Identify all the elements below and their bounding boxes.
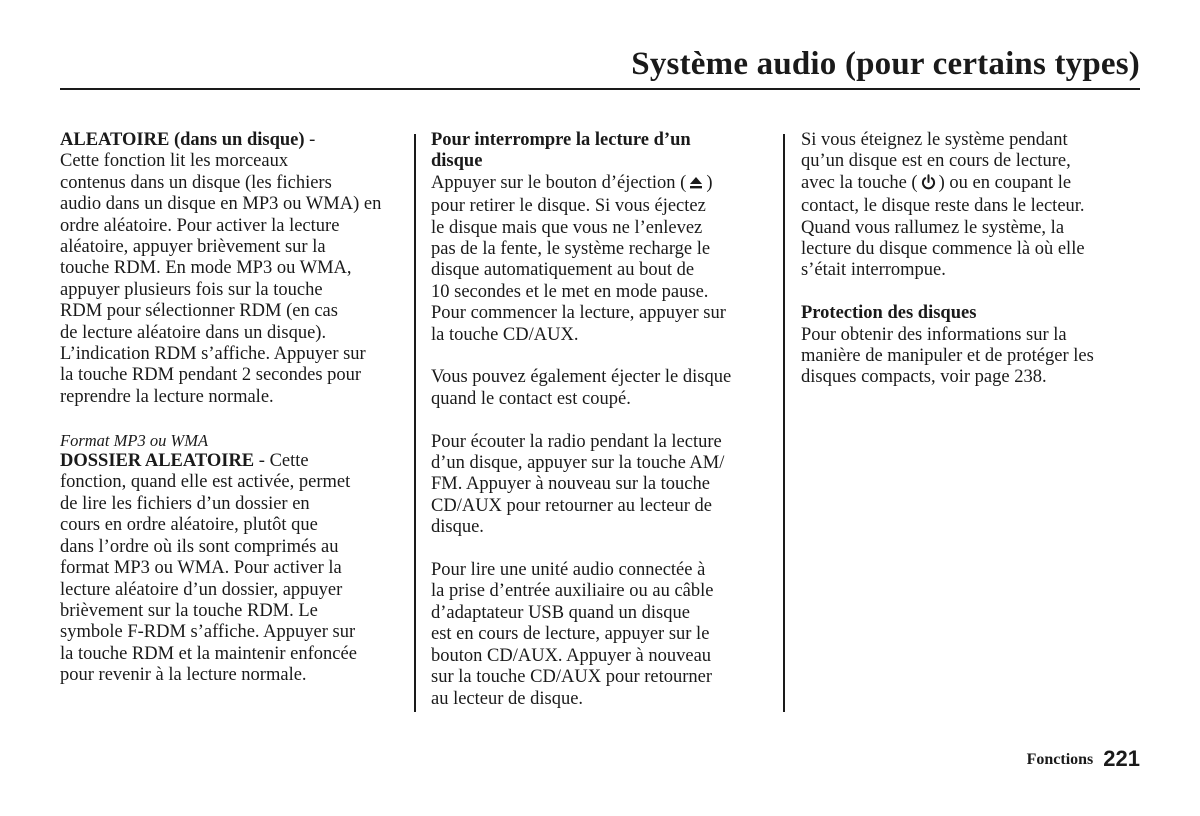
text-line: la touche RDM pendant 2 secondes pour — [60, 365, 362, 386]
power-icon — [921, 174, 936, 196]
text-line: d’adaptateur USB quand un disque — [431, 602, 690, 623]
text-line: FM. Appuyer à nouveau sur la touche — [431, 474, 710, 495]
text-line: quand le contact est coupé. — [431, 388, 631, 409]
text-line: disque automatiquement au bout de — [431, 260, 695, 281]
power-text-before: avec la touche ( — [801, 172, 918, 193]
page-title: Système audio (pour certains types) — [631, 46, 1140, 82]
power-line — [801, 173, 1146, 196]
text-line: la touche RDM et la maintenir enfoncée — [60, 643, 357, 664]
text-line: disques compacts, voir page 238. — [801, 367, 1047, 388]
paragraph-gap — [431, 410, 775, 431]
text-line: touche RDM. En mode MP3 ou WMA, — [60, 258, 352, 279]
text-line: lecture du disque commence là où elle — [801, 239, 1085, 260]
column-3 — [801, 130, 1146, 389]
text-line: Pour lire une unité audio connectée à — [431, 560, 706, 581]
text-line: disque. — [431, 517, 484, 538]
text-line: sur la touche CD/AUX pour retourner — [431, 667, 713, 688]
page-footer — [1027, 746, 1140, 772]
paragraph-gap — [431, 539, 775, 560]
text-line: bouton CD/AUX. Appuyer à nouveau — [431, 645, 712, 666]
text-line: est en cours de lecture, appuyer sur le — [431, 624, 710, 645]
ejecter-text — [431, 367, 775, 410]
text-line: pas de la fente, le système recharge le — [431, 239, 711, 260]
text-line: ordre aléatoire. Pour activer la lecture — [60, 215, 340, 236]
eject-text-after: ) — [706, 172, 713, 193]
text-line: s’était interrompue. — [801, 260, 946, 281]
eteindre-line-1: Si vous éteignez le système pendant — [801, 130, 1068, 150]
text-line: contact, le disque reste dans le lecteur. — [801, 196, 1085, 217]
column-2 — [431, 130, 775, 710]
column-divider-right — [783, 134, 785, 712]
page-number: 221 — [1103, 746, 1140, 771]
text-line: d’un disque, appuyer sur la touche AM/ — [431, 453, 725, 474]
text-line: de lecture aléatoire dans un disque). — [60, 322, 327, 343]
eteindre-line-2: qu’un disque est en cours de lecture, — [801, 151, 1071, 172]
auxiliaire-text — [431, 560, 775, 710]
text-line: pour retirer le disque. Si vous éjectez — [431, 196, 706, 217]
aleatoire-text — [60, 151, 402, 408]
text-line: manière de manipuler et de protéger les — [801, 346, 1094, 367]
interrompre-heading — [431, 130, 775, 173]
aleatoire-heading-line — [60, 130, 402, 151]
dossier-heading-line — [60, 451, 402, 472]
text-line: la touche CD/AUX. — [431, 324, 579, 345]
radio-text — [431, 432, 775, 539]
column-1 — [60, 130, 402, 687]
section-label: Fonctions — [1026, 751, 1094, 768]
text-line: Quand vous rallumez le système, la — [801, 217, 1065, 238]
text-line: format MP3 ou WMA. Pour activer la — [60, 558, 342, 579]
text-line: L’indication RDM s’affiche. Appuyer sur — [60, 344, 366, 365]
text-line: pour revenir à la lecture normale. — [60, 665, 307, 686]
dossier-first-text: - Cette — [254, 451, 309, 472]
aleatoire-separator: - — [304, 130, 316, 150]
text-line: RDM pour sélectionner RDM (en cas — [60, 301, 338, 322]
eject-line — [431, 173, 775, 196]
interrompre-text — [431, 196, 775, 346]
text-line: au lecteur de disque. — [431, 688, 584, 709]
paragraph-gap — [801, 282, 1146, 303]
text-line: cours en ordre aléatoire, plutôt que — [60, 515, 318, 536]
text-line: contenus dans un disque (les fichiers — [60, 172, 332, 193]
paragraph-gap — [431, 346, 775, 367]
paragraph-gap — [60, 408, 402, 429]
text-line: de lire les fichiers d’un dossier en — [60, 493, 310, 514]
power-text-after: ) ou en coupant le — [938, 172, 1072, 193]
text-line: CD/AUX pour retourner au lecteur de — [431, 495, 712, 516]
text-line: Pour interrompre la lecture d’un — [431, 130, 691, 150]
format-note: Format MP3 ou WMA — [60, 430, 209, 450]
text-line: la prise d’entrée auxiliaire ou au câble — [431, 581, 714, 602]
text-line: le disque mais que vous ne l’enlevez — [431, 217, 703, 238]
text-line: audio dans un disque en MP3 ou WMA) en — [60, 194, 382, 215]
text-line: fonction, quand elle est activée, permet — [60, 472, 351, 493]
text-line: dans l’ordre où ils sont comprimés au — [60, 536, 339, 557]
eteindre-text — [801, 196, 1146, 282]
dossier-label: DOSSIER ALEATOIRE — [60, 451, 255, 472]
text-line: brièvement sur la touche RDM. Le — [60, 600, 318, 621]
protection-heading: Protection des disques — [801, 303, 977, 324]
dossier-text — [60, 472, 402, 686]
text-line: disque — [431, 151, 483, 172]
protection-text — [801, 325, 1146, 389]
text-line: lecture aléatoire d’un dossier, appuyer — [60, 579, 343, 600]
text-line: aléatoire, appuyer brièvement sur la — [60, 237, 326, 258]
aleatoire-label: ALEATOIRE (dans un disque) — [60, 130, 305, 150]
text-line: Pour commencer la lecture, appuyer sur — [431, 303, 726, 324]
text-line: 10 secondes et le met en mode pause. — [431, 281, 709, 302]
text-line: symbole F-RDM s’affiche. Appuyer sur — [60, 622, 356, 643]
text-line: appuyer plusieurs fois sur la touche — [60, 279, 323, 300]
text-line: Pour obtenir des informations sur la — [801, 324, 1067, 345]
eject-icon — [689, 175, 703, 196]
text-line: reprendre la lecture normale. — [60, 386, 274, 407]
text-line: Pour écouter la radio pendant la lecture — [431, 431, 722, 452]
eject-text-before: Appuyer sur le bouton d’éjection ( — [431, 172, 687, 193]
text-line: Cette fonction lit les morceaux — [60, 151, 289, 172]
title-rule — [60, 88, 1140, 90]
text-line: Vous pouvez également éjecter le disque — [431, 367, 732, 388]
column-divider-left — [414, 134, 416, 712]
